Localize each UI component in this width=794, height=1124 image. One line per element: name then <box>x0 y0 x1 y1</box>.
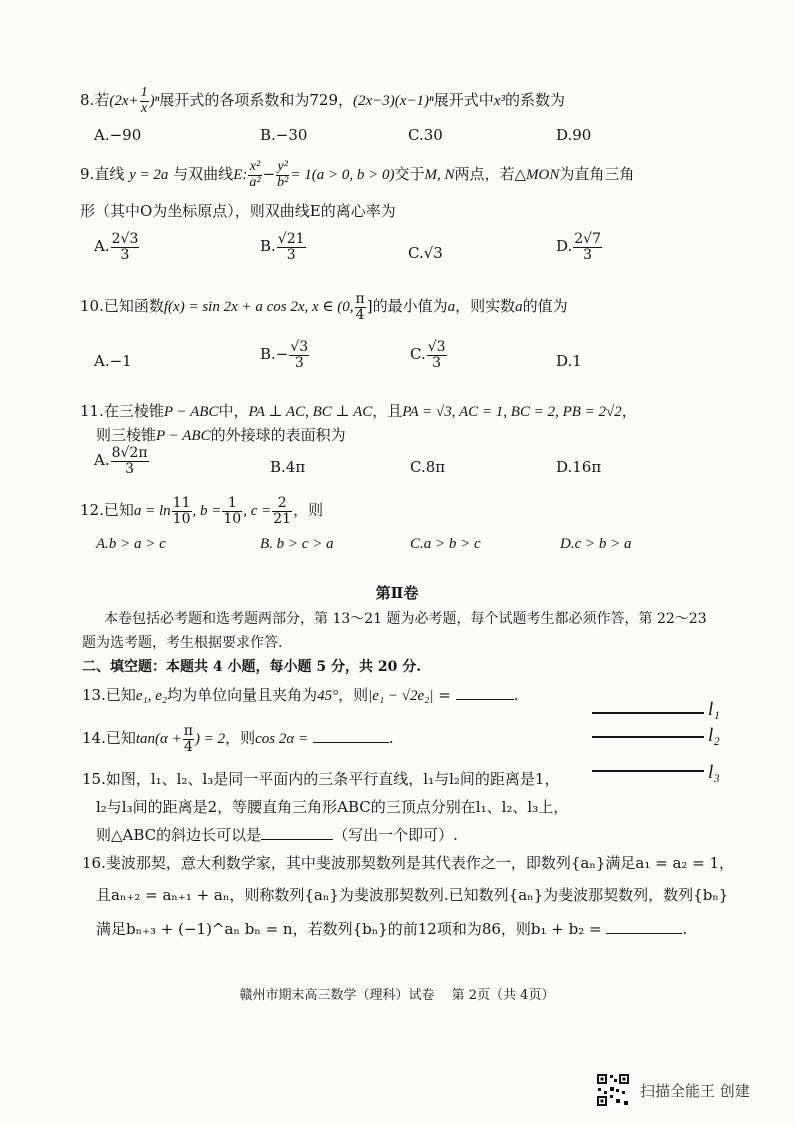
q8-option-d[interactable]: D.90 <box>556 126 592 144</box>
q8-option-b[interactable]: B.−30 <box>260 126 308 144</box>
q9-stem-line1: 9.直线 y = 2a 与双曲线E: $\frac{\text{x²}}{\text{a²}}$ − $\frac{\text{y²}}{\text{b²}}$ = 1(a > 0, b > 0)交于M, N两点，若△MON为直角三角 <box>80 159 635 190</box>
q11-stem-line2: 则三棱锥P − ABC的外接球的表面积为 <box>96 426 346 444</box>
q16-stem-line1: 16.斐波那契，意大利数学家，其中斐波那契数列是其代表作之一，即数列{aₙ}满足a₁ = a₂ = 1， <box>82 854 735 872</box>
parallel-line-l3 <box>592 770 704 772</box>
q15-stem-line2: l₂与l₃间的距离是2，等腰直角三角形ABC的三顶点分别在l₁、l₂、l₃上， <box>96 798 569 816</box>
q9-option-d[interactable]: D. $\frac{2√7}{3}$ <box>556 231 602 263</box>
q12-option-b[interactable]: B. b > c > a <box>260 536 334 552</box>
q15-stem-line3: 则△ABC的斜边长可以是 （写出一个即可）. <box>96 826 458 844</box>
q10-option-b[interactable]: B.− $\frac{√3}{3}$ <box>260 339 309 371</box>
q15-answer-blank[interactable] <box>261 839 333 840</box>
q10-option-d[interactable]: D.1 <box>556 352 582 370</box>
q16-stem-line2: 且aₙ₊₂ = aₙ₊₁ + aₙ，则称数列{aₙ}为斐波那契数列.已知数列{aₙ}为斐波那契数列，数列{bₙ} <box>96 886 729 904</box>
part2-intro-line2: 题为选考题，考生根据要求作答. <box>82 635 283 651</box>
q9-option-c[interactable]: C.√3 <box>408 244 443 262</box>
fill-blank-section-heading: 二、填空题：本题共 4 小题，每小题 5 分，共 20 分. <box>82 659 422 675</box>
q12-stem: 12.已知a = ln $\frac{11}{10}$ , b = $\frac{1}{10}$ , c = $\frac{2}{21}$ ，则 <box>80 495 324 527</box>
q16-answer-blank[interactable] <box>606 933 682 934</box>
label-l1: l₁ <box>708 699 720 720</box>
q10-stem: 10.已知函数f(x) = sin 2x + a cos 2x, x ∈ (0, $\frac{\pi}{4}$ ]的最小值为a，则实数a的值为 <box>80 291 568 323</box>
scanner-watermark: 扫描全能王 创建 <box>640 1082 750 1100</box>
parallel-line-l2 <box>592 736 704 738</box>
q13-answer-blank[interactable] <box>456 699 514 700</box>
part2-intro-line1: 本卷包括必考题和选考题两部分，第 13～21 题为必考题，每个试题考生都必须作答，第 22～23 <box>104 611 707 627</box>
q9-option-a[interactable]: A. $\frac{2√3}{3}$ <box>94 231 139 263</box>
q9-option-b[interactable]: B. $\frac{√21}{3}$ <box>260 231 305 263</box>
q10-option-c[interactable]: C. $\frac{√3}{3}$ <box>410 339 446 371</box>
q11-option-b[interactable]: B.4π <box>270 458 306 476</box>
q13-stem: 13.已知e₁, e₂均为单位向量且夹角为45°，则|e₁ − √2e₂| = . <box>82 686 519 704</box>
q12-option-c[interactable]: C.a > b > c <box>410 536 481 552</box>
q8-stem: 8.若(2x+ $\frac{1}{x}$ )ⁿ展开式的各项系数和为729，(2x−3)(x−1)ⁿ展开式中x³的系数为 <box>80 85 565 116</box>
q11-option-d[interactable]: D.16π <box>556 458 602 476</box>
q8-option-a[interactable]: A.−90 <box>94 126 142 144</box>
q11-stem-line1: 11.在三棱锥P − ABC中，PA ⊥ AC, BC ⊥ AC，且PA = √3, AC = 1, BC = 2, PB = 2√2， <box>80 402 637 420</box>
qr-code-icon <box>596 1073 630 1107</box>
page-footer: 赣州市期末高三数学（理科）试卷 第 2页（共 4页） <box>239 988 555 1003</box>
q14-answer-blank[interactable] <box>313 742 389 743</box>
q10-option-a[interactable]: A.−1 <box>94 352 132 370</box>
label-l2: l₂ <box>708 725 720 746</box>
q12-option-d[interactable]: D.c > b > a <box>560 536 632 552</box>
q12-option-a[interactable]: A.b > a > c <box>96 536 166 552</box>
q8-option-c[interactable]: C.30 <box>408 126 443 144</box>
q15-stem-line1: 15.如图，l₁、l₂、l₃是同一平面内的三条平行直线，l₁与l₂间的距离是1， <box>82 770 560 788</box>
q9-stem-line2: 形（其中O为坐标原点），则双曲线E的离心率为 <box>80 202 396 220</box>
parallel-line-l1 <box>592 712 704 714</box>
q11-option-c[interactable]: C.8π <box>410 458 446 476</box>
q11-option-a[interactable]: A. $\frac{8√2\pi}{3}$ <box>94 445 148 477</box>
part2-title: 第Ⅱ卷 <box>375 584 419 602</box>
q16-stem-line3: 满足bₙ₊₃ + (−1)^aₙ bₙ = n，若数列{bₙ}的前12项和为86，则b₁ + b₂ = . <box>96 920 688 938</box>
label-l3: l₃ <box>708 762 720 783</box>
q14-stem: 14.已知tan(α + $\frac{\pi}{4}$ ) = 2，则cos 2α = . <box>82 723 394 755</box>
